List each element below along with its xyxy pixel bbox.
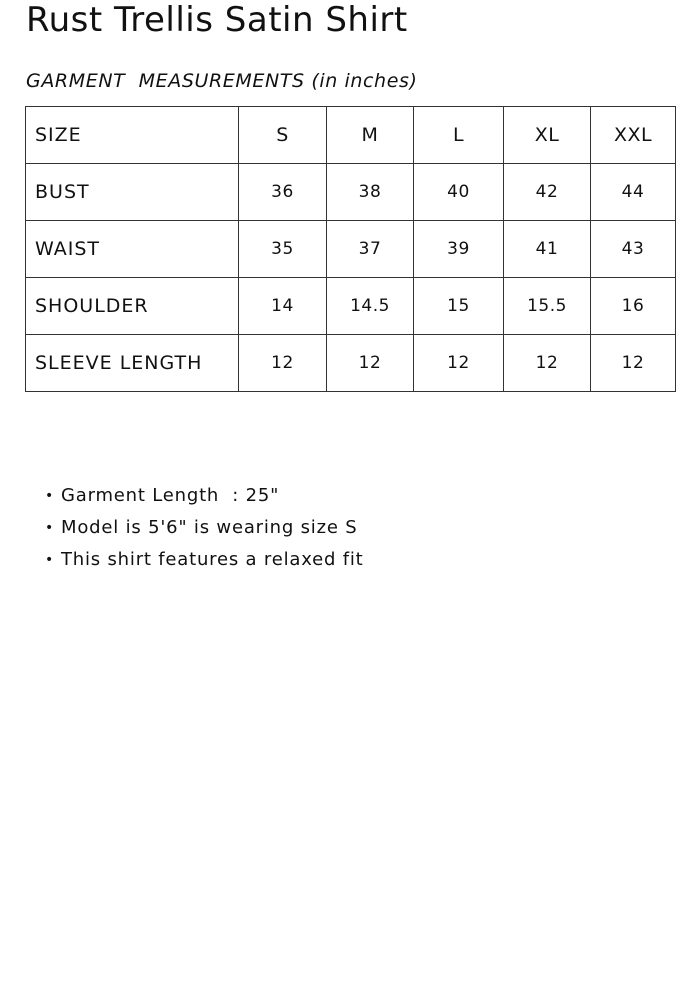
table-cell: 43 <box>591 221 676 278</box>
size-chart-table <box>25 106 676 392</box>
note-garment-length: Garment Length : 25" <box>61 485 280 506</box>
table-cell: 41 <box>504 221 591 278</box>
table-cell: 12 <box>414 335 504 392</box>
table-row-sleeve-length <box>26 335 676 392</box>
table-cell: 42 <box>504 164 591 221</box>
table-cell: 38 <box>327 164 414 221</box>
measurements-unit: (in inches) <box>311 70 418 92</box>
row-label: WAIST <box>26 221 239 278</box>
bullet-icon: • <box>45 488 55 504</box>
bullet-icon: • <box>45 552 55 568</box>
table-cell: 12 <box>504 335 591 392</box>
table-row-waist <box>26 221 676 278</box>
row-label: SLEEVE LENGTH <box>26 335 239 392</box>
table-header-row <box>26 107 676 164</box>
list-item <box>26 480 364 512</box>
size-header-s: S <box>239 107 327 164</box>
table-cell: 44 <box>591 164 676 221</box>
size-header-m: M <box>327 107 414 164</box>
note-model-size: Model is 5'6" is wearing size S <box>61 517 358 538</box>
table-cell: 16 <box>591 278 676 335</box>
bullet-icon: • <box>45 520 55 536</box>
size-column-header: SIZE <box>26 107 239 164</box>
size-header-l: L <box>414 107 504 164</box>
measurements-heading-main: GARMENT MEASUREMENTS <box>26 70 305 92</box>
table-cell: 35 <box>239 221 327 278</box>
note-fit: This shirt features a relaxed fit <box>61 549 364 570</box>
row-label: SHOULDER <box>26 278 239 335</box>
table-row-bust <box>26 164 676 221</box>
table-cell: 39 <box>414 221 504 278</box>
size-header-xl: XL <box>504 107 591 164</box>
table-cell: 15 <box>414 278 504 335</box>
list-item <box>26 544 364 576</box>
table-cell: 12 <box>239 335 327 392</box>
table-cell: 15.5 <box>504 278 591 335</box>
measurements-heading <box>26 68 418 94</box>
row-label: BUST <box>26 164 239 221</box>
table-cell: 40 <box>414 164 504 221</box>
table-cell: 12 <box>591 335 676 392</box>
product-title: Rust Trellis Satin Shirt <box>26 0 408 40</box>
table-cell: 36 <box>239 164 327 221</box>
table-cell: 14.5 <box>327 278 414 335</box>
size-header-xxl: XXL <box>591 107 676 164</box>
table-row-shoulder <box>26 278 676 335</box>
table-cell: 14 <box>239 278 327 335</box>
fit-notes-list <box>26 480 364 576</box>
list-item <box>26 512 364 544</box>
table-cell: 12 <box>327 335 414 392</box>
table-cell: 37 <box>327 221 414 278</box>
